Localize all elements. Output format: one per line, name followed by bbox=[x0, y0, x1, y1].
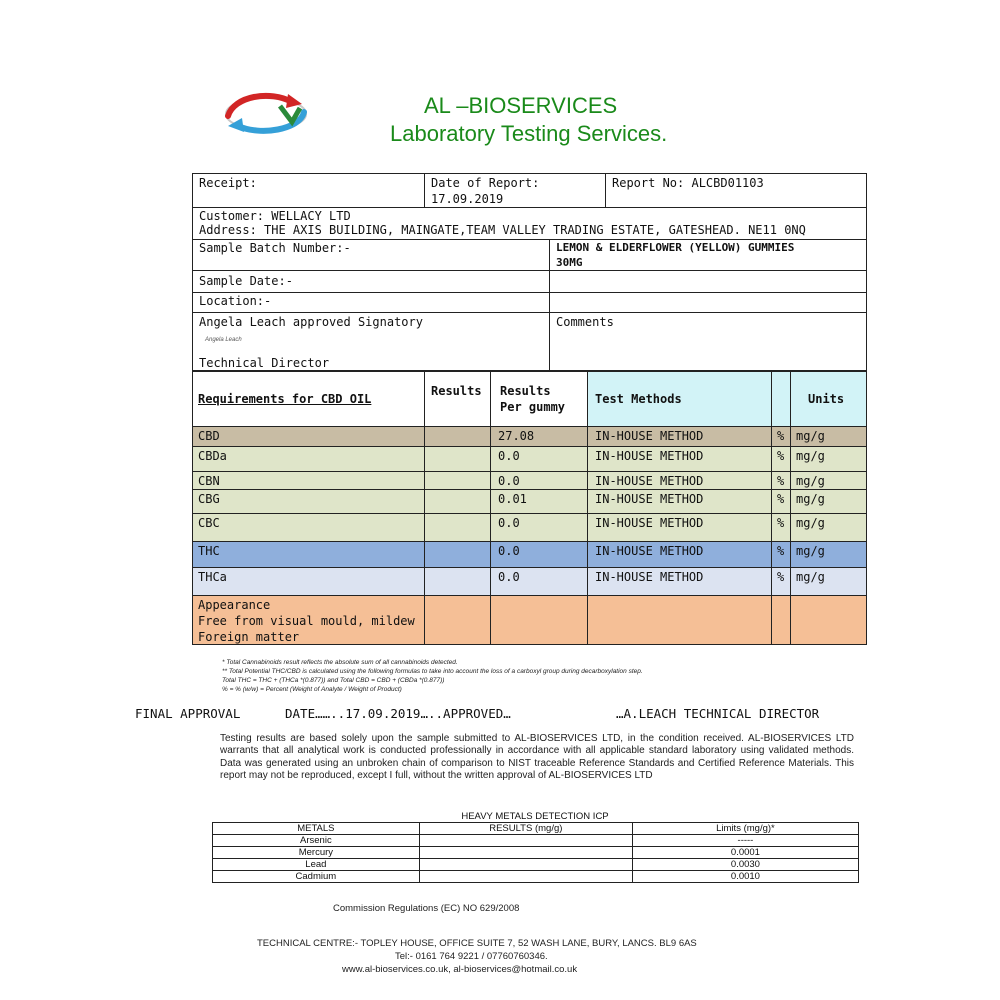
per-gummy-header-2: Per gummy bbox=[500, 400, 566, 414]
analyte-unit: mg/g bbox=[796, 544, 825, 558]
requirements-header: Requirements for CBD OIL bbox=[198, 392, 372, 406]
telephone: Tel:- 0161 764 9221 / 07760760346. bbox=[395, 951, 548, 962]
location: Location:- bbox=[199, 294, 272, 308]
units-header: Units bbox=[808, 392, 845, 406]
report-date: 17.09.2019 bbox=[431, 192, 504, 206]
analyte-percent: % bbox=[777, 449, 785, 463]
test-methods-header: Test Methods bbox=[595, 392, 682, 406]
metal-limit: 0.0030 bbox=[632, 859, 858, 871]
final-approval-label: FINAL APPROVAL bbox=[135, 706, 241, 721]
analyte-method: IN-HOUSE METHOD bbox=[595, 429, 704, 443]
analyte-unit: mg/g bbox=[796, 516, 825, 530]
results-disclaimer: Testing results are based solely upon the sample submitted to AL-BIOSERVICES LTD, in the condition received. AL-BIOSERVICES LTD warrants that all analytical work is conducted professionally in accordance with all applicable standard laboratory using validated methods. Data was generated using an unbroken chain of comparison to NIST traceable Reference Standards and Certified Reference Materials. This report may not be reproduced, except I full, without the written approval of AL-BIOSERVICES LTD bbox=[220, 733, 854, 782]
analyte-method: IN-HOUSE METHOD bbox=[595, 544, 704, 558]
analyte-unit: mg/g bbox=[796, 570, 825, 584]
date-label: Date of Report: bbox=[431, 176, 540, 190]
technical-centre-address: TECHNICAL CENTRE:- TOPLEY HOUSE, OFFICE SUITE 7, 52 WASH LANE, BURY, LANCS. BL9 6AS bbox=[257, 938, 697, 949]
footnote-3: Total THC = THC + (THCa *(0.877)) and Total CBD = CBD + (CBDa *(0.877)) bbox=[222, 677, 445, 684]
analyte-name: CBG bbox=[198, 492, 220, 506]
analyte-method: IN-HOUSE METHOD bbox=[595, 516, 704, 530]
heavy-metals-title: HEAVY METALS DETECTION ICP bbox=[461, 811, 609, 822]
receipt-label: Receipt: bbox=[199, 176, 257, 190]
metals-header: METALS bbox=[213, 823, 420, 835]
batch-label: Sample Batch Number:- bbox=[199, 241, 351, 255]
contact-web-email: www.al-bioservices.co.uk, al-bioservices@hotmail.co.uk bbox=[342, 964, 578, 975]
product-strength: 30MG bbox=[556, 256, 583, 269]
analyte-name: THC bbox=[198, 544, 220, 558]
customer: Customer: WELLACY LTD bbox=[199, 209, 351, 223]
metal-result bbox=[419, 835, 632, 847]
per-gummy-header-1: Results bbox=[500, 384, 551, 398]
analyte-per-gummy: 0.01 bbox=[498, 492, 527, 506]
footnote-1: * Total Cannabinoids result reflects the absolute sum of all cannabinoids detected. bbox=[222, 659, 458, 666]
analyte-percent: % bbox=[777, 544, 785, 558]
report-number: Report No: ALCBD01103 bbox=[612, 176, 764, 190]
signatory: Angela Leach approved Signatory bbox=[199, 315, 423, 329]
analyte-percent: % bbox=[777, 474, 785, 488]
analyte-unit: mg/g bbox=[796, 429, 825, 443]
analyte-method: IN-HOUSE METHOD bbox=[595, 474, 704, 488]
metal-name: Arsenic bbox=[213, 835, 420, 847]
appearance-criteria: Free from visual mould, mildew bbox=[198, 614, 415, 628]
analyte-name: CBDa bbox=[198, 449, 227, 463]
technical-director: Technical Director bbox=[199, 356, 330, 370]
signature: Angela Leach bbox=[205, 337, 242, 343]
analyte-name: THCa bbox=[198, 570, 227, 584]
heavy-metals-table bbox=[212, 822, 859, 883]
company-name: AL –BIOSERVICES bbox=[424, 93, 618, 118]
metal-name: Lead bbox=[213, 859, 420, 871]
approval-director: …A.LEACH TECHNICAL DIRECTOR bbox=[616, 706, 820, 721]
analyte-unit: mg/g bbox=[796, 492, 825, 506]
footnote-2: ** Total Potential THC/CBD is calculated using the following formulas to take into account the loss of a carboxyl group during decarboxylation step. bbox=[222, 668, 643, 675]
approval-date: DATE……..17.09.2019…..APPROVED… bbox=[285, 706, 511, 721]
appearance-foreign-matter: Foreign matter bbox=[198, 630, 300, 644]
analyte-method: IN-HOUSE METHOD bbox=[595, 570, 704, 584]
table-row bbox=[213, 847, 859, 859]
table-row bbox=[213, 859, 859, 871]
product-name: LEMON & ELDERFLOWER (YELLOW) GUMMIES bbox=[556, 241, 795, 254]
analyte-per-gummy: 0.0 bbox=[498, 544, 520, 558]
table-row bbox=[213, 871, 859, 883]
comments-label: Comments bbox=[556, 315, 614, 329]
table-row bbox=[213, 835, 859, 847]
analyte-unit: mg/g bbox=[796, 474, 825, 488]
analyte-unit: mg/g bbox=[796, 449, 825, 463]
analyte-per-gummy: 0.0 bbox=[498, 474, 520, 488]
analyte-per-gummy: 0.0 bbox=[498, 516, 520, 530]
heavy-metals-header-row bbox=[213, 823, 859, 835]
analyte-percent: % bbox=[777, 429, 785, 443]
metal-result bbox=[419, 859, 632, 871]
regulation: Commission Regulations (EC) NO 629/2008 bbox=[333, 903, 520, 914]
analyte-name: CBC bbox=[198, 516, 220, 530]
analyte-per-gummy: 0.0 bbox=[498, 570, 520, 584]
analyte-per-gummy: 27.08 bbox=[498, 429, 535, 443]
metal-limit: ----- bbox=[632, 835, 858, 847]
analyte-name: CBD bbox=[198, 429, 220, 443]
analyte-percent: % bbox=[777, 570, 785, 584]
report-info-table bbox=[192, 173, 867, 371]
analyte-percent: % bbox=[777, 492, 785, 506]
limits-header: Limits (mg/g)* bbox=[632, 823, 858, 835]
metal-result bbox=[419, 871, 632, 883]
appearance-title: Appearance bbox=[198, 598, 271, 612]
results-mg-header: RESULTS (mg/g) bbox=[419, 823, 632, 835]
analyte-method: IN-HOUSE METHOD bbox=[595, 492, 704, 506]
metal-result bbox=[419, 847, 632, 859]
results-header: Results bbox=[431, 384, 482, 398]
metal-limit: 0.0010 bbox=[632, 871, 858, 883]
company-logo bbox=[220, 86, 312, 138]
address: Address: THE AXIS BUILDING, MAINGATE,TEAM VALLEY TRADING ESTATE, GATESHEAD. NE11 0NQ bbox=[199, 223, 806, 237]
sample-date: Sample Date:- bbox=[199, 274, 293, 288]
analyte-name: CBN bbox=[198, 474, 220, 488]
metal-name: Cadmium bbox=[213, 871, 420, 883]
analyte-percent: % bbox=[777, 516, 785, 530]
metal-limit: 0.0001 bbox=[632, 847, 858, 859]
analyte-method: IN-HOUSE METHOD bbox=[595, 449, 704, 463]
footnote-4: % = % (w/w) = Percent (Weight of Analyte / Weight of Product) bbox=[222, 686, 402, 693]
analyte-per-gummy: 0.0 bbox=[498, 449, 520, 463]
company-tagline: Laboratory Testing Services. bbox=[390, 121, 668, 146]
metal-name: Mercury bbox=[213, 847, 420, 859]
